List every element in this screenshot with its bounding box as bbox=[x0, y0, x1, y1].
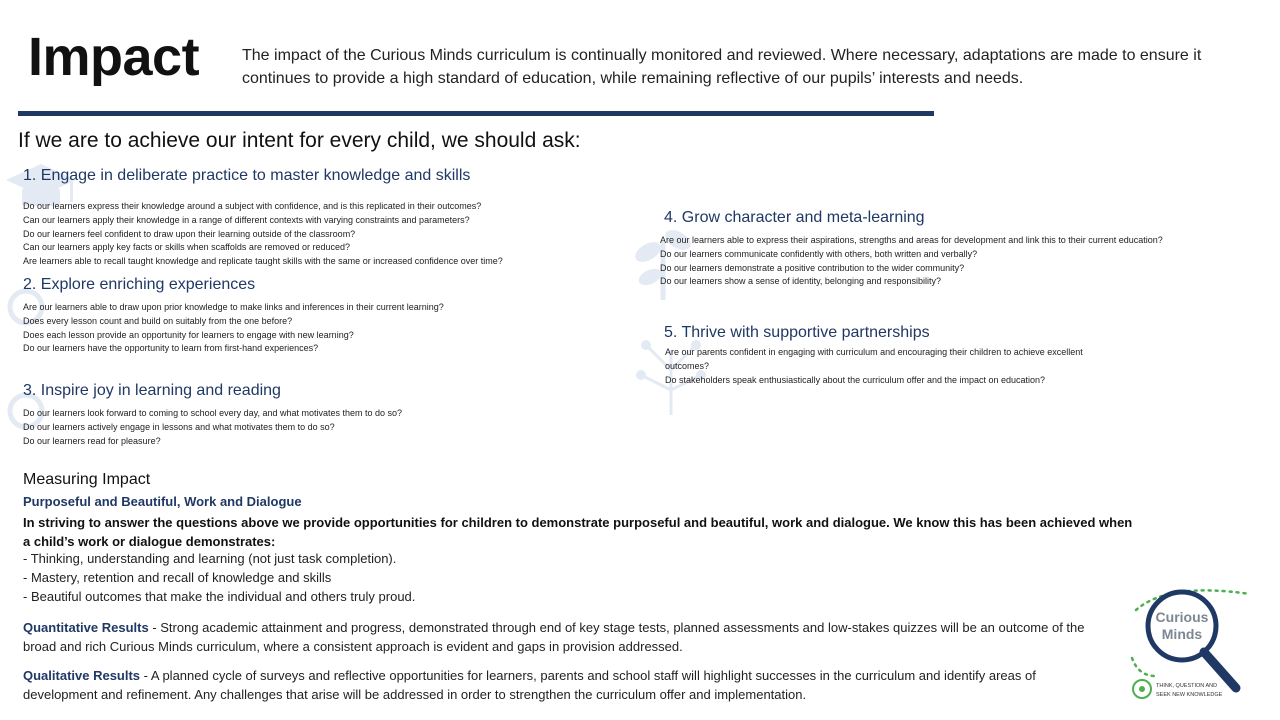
question-item: Do our learners communicate confidently with others, both written and verbally? bbox=[660, 248, 978, 259]
measuring-impact-subtitle: Purposeful and Beautiful, Work and Dialogue bbox=[23, 494, 302, 509]
question-item: Are our learners able to express their aspirations, strengths and areas for development and link this to their current education? bbox=[660, 235, 1163, 245]
divider-rule bbox=[18, 111, 934, 116]
quantitative-results-label: Quantitative Results bbox=[23, 620, 149, 635]
section-questions-3 bbox=[23, 407, 402, 448]
section-heading-4: 4. Grow character and meta-learning bbox=[664, 209, 925, 226]
bullet-item: - Mastery, retention and recall of knowledge and skills bbox=[23, 570, 332, 585]
measuring-impact-title: Measuring Impact bbox=[23, 471, 151, 488]
question-item: Can our learners apply their knowledge in a range of different contexts with varying constraints and parameters? bbox=[23, 214, 470, 225]
question-item: Are our learners able to draw upon prior knowledge to make links and inferences in their current learning? bbox=[23, 302, 444, 312]
qualitative-results-text: - A planned cycle of surveys and reflective opportunities for learners, parents and school staff will highlight successes in the curriculum and identify areas of development and refinement. Any challenges that arise will be addressed in order to strengthen the curriculum offer and implementation. bbox=[23, 668, 1036, 702]
quantitative-results-text: - Strong academic attainment and progress, demonstrated through end of key stage tests, planned assessments and low-stakes quizzes will be an outcome of the broad and rich Curious Minds curriculum, where a consistent approach is evident and gaps in provision addressed. bbox=[23, 620, 1085, 654]
section-questions-1 bbox=[23, 200, 503, 269]
section-heading-1: 1. Engage in deliberate practice to master knowledge and skills bbox=[23, 167, 471, 184]
measuring-impact-text: In striving to answer the questions above we provide opportunities for children to demonstrate purposeful and beautiful, work and dialogue. We know this has been achieved when a child’s work or dialogue demonstrates: bbox=[23, 515, 1133, 549]
question-item: Do our learners look forward to coming to school every day, and what motivates them to do so? bbox=[23, 408, 403, 418]
qualitative-results-label: Qualitative Results bbox=[23, 668, 141, 683]
intro-text: The impact of the Curious Minds curriculum is continually monitored and reviewed. Where necessary, adaptations are made to ensure it continues to provide a high standard of education, while remaining reflective of our pupils’ interests and needs. bbox=[242, 47, 1202, 87]
bullet-item: - Thinking, understanding and learning (not just task completion). bbox=[23, 551, 397, 566]
logo-text-curious: Curious bbox=[1155, 609, 1209, 625]
section-subtitle: If we are to achieve our intent for every child, we should ask: bbox=[18, 129, 581, 152]
question-item: Do our learners demonstrate a positive contribution to the wider community? bbox=[660, 262, 965, 273]
question-item: Are our parents confident in engaging with curriculum and encouraging their children to achieve excellent outcomes? bbox=[665, 347, 1083, 371]
question-item: Do our learners actively engage in lessons and what motivates them to do so? bbox=[23, 421, 335, 432]
question-item: Do our learners read for pleasure? bbox=[23, 435, 161, 446]
section-questions-2 bbox=[23, 301, 453, 356]
bullet-item: - Beautiful outcomes that make the individual and others truly proud. bbox=[23, 589, 416, 604]
section-heading-2: 2. Explore enriching experiences bbox=[23, 276, 256, 293]
question-item: Do stakeholders speak enthusiastically about the curriculum offer and the impact on education? bbox=[665, 374, 1046, 385]
section-heading-3: 3. Inspire joy in learning and reading bbox=[23, 382, 281, 399]
question-item: Do our learners show a sense of identity, belonging and responsibility? bbox=[660, 276, 941, 287]
logo-tagline-1: THINK, QUESTION AND bbox=[1156, 683, 1218, 689]
logo-tagline-2: SEEK NEW KNOWLEDGE bbox=[1156, 692, 1223, 698]
question-item: Do our learners express their knowledge around a subject with confidence, and is this replicated in their outcomes? bbox=[23, 201, 482, 211]
question-item: Can our learners apply key facts or skills when scaffolds are removed or reduced? bbox=[23, 242, 350, 253]
section-questions-5 bbox=[665, 346, 1085, 387]
question-item: Are learners able to recall taught knowledge and replicate taught skills with the same or increased confidence over time? bbox=[23, 256, 503, 267]
section-questions-4 bbox=[660, 234, 1163, 289]
quantitative-results-paragraph bbox=[23, 618, 1108, 656]
logo-text-minds: Minds bbox=[1161, 626, 1203, 642]
question-item: Does each lesson provide an opportunity for learners to engage with new learning? bbox=[23, 329, 354, 340]
page-title: Impact bbox=[28, 27, 200, 87]
qualitative-results-paragraph bbox=[23, 666, 1108, 704]
curious-minds-logo bbox=[1128, 580, 1260, 712]
section-heading-5: 5. Thrive with supportive partnerships bbox=[664, 324, 930, 341]
question-item: Do our learners have the opportunity to learn from first-hand experiences? bbox=[23, 343, 319, 354]
question-item: Do our learners feel confident to draw upon their learning outside of the classroom? bbox=[23, 228, 356, 239]
question-item: Does every lesson count and build on suitably from the one before? bbox=[23, 315, 293, 326]
